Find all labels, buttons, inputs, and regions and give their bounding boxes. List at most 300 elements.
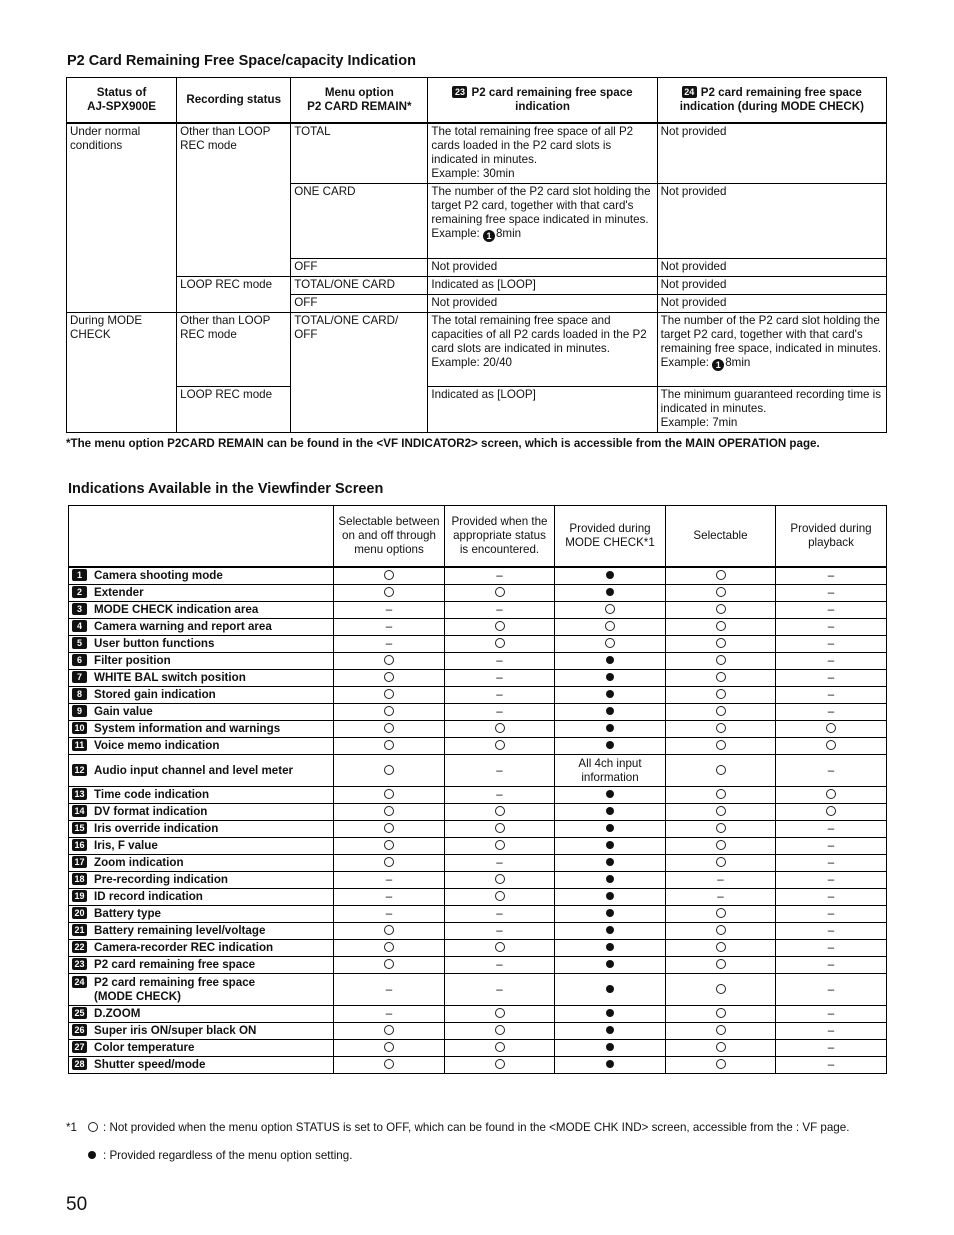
cell-provided-status (445, 1023, 555, 1040)
cell-provided-status (445, 923, 555, 940)
cell-selectable-menu (334, 567, 445, 585)
indication-name: 22 Camera-recorder REC indication (69, 940, 334, 957)
cell-provided-status (445, 787, 555, 804)
table-row (69, 906, 887, 923)
cell-selectable-menu (334, 721, 445, 738)
cell-selectable (666, 653, 776, 670)
open-circle-icon (384, 765, 394, 775)
open-circle-icon (826, 806, 836, 816)
table-row (69, 755, 887, 787)
dash-text: – (496, 982, 503, 996)
open-circle-icon (716, 942, 726, 952)
cell-provided-status (445, 602, 555, 619)
cell-provided-mode-check (555, 821, 666, 838)
cell-provided-mode-check (555, 636, 666, 653)
cell-selectable (666, 619, 776, 636)
table-row (69, 619, 887, 636)
cell-selectable-menu (334, 1040, 445, 1057)
open-circle-icon (716, 806, 726, 816)
indication-name: 20 Battery type (69, 906, 334, 923)
cell-provided-mode-check (555, 619, 666, 636)
open-circle-icon (716, 1042, 726, 1052)
cell-provided-playback (776, 974, 887, 1006)
cell-provided-status (445, 1057, 555, 1074)
item-number-badge-icon: 5 (72, 637, 87, 649)
open-circle-icon (716, 959, 726, 969)
cell-provided-playback (776, 1006, 887, 1023)
open-circle-icon (716, 723, 726, 733)
indication-name: 28 Shutter speed/mode (69, 1057, 334, 1074)
item-number-badge-icon: 4 (72, 620, 87, 632)
cell-provided-status (445, 906, 555, 923)
open-circle-icon (716, 789, 726, 799)
item-number-badge-icon: 19 (72, 890, 87, 902)
table-row (69, 872, 887, 889)
cell-provided-playback (776, 653, 887, 670)
open-circle-icon (384, 570, 394, 580)
cell-selectable-menu (334, 838, 445, 855)
table-row (69, 957, 887, 974)
dash-text: – (496, 958, 503, 971)
cell-provided-status (445, 619, 555, 636)
cell-provided-status (445, 687, 555, 704)
open-circle-icon (495, 840, 505, 850)
filled-dot-icon (606, 1060, 614, 1068)
filled-dot-icon (606, 707, 614, 715)
table-row (69, 636, 887, 653)
cell-provided-status (445, 974, 555, 1006)
indication-name: 24 P2 card remaining free space (MODE CHECK) (69, 974, 334, 1006)
indication-name: 12 Audio input channel and level meter (69, 755, 334, 787)
item-number-badge-icon: 10 (72, 722, 87, 734)
menu-total: TOTAL (291, 123, 428, 184)
cell-provided-status (445, 585, 555, 602)
dash-text: – (496, 907, 503, 920)
open-circle-icon (495, 723, 505, 733)
table-row (69, 670, 887, 687)
open-circle-icon (384, 587, 394, 597)
item-number-badge-icon: 6 (72, 654, 87, 666)
dash-text: – (827, 603, 835, 616)
item-number-badge-icon: 28 (72, 1058, 87, 1070)
ind-mode-total: The total remaining free space and capacities of all P2 cards loaded in the P2 card slots are indicated in minutes. Example: 20/40 (428, 313, 657, 387)
dash-text: – (827, 637, 835, 650)
dash-text: – (496, 763, 503, 777)
open-circle-icon (716, 1008, 726, 1018)
cell-provided-playback (776, 1040, 887, 1057)
item-number-badge-icon: 13 (72, 788, 87, 800)
cell-selectable-menu (334, 653, 445, 670)
open-circle-icon (826, 789, 836, 799)
filled-dot-icon (606, 841, 614, 849)
header-provided-status: Provided when the appropriate status is encountered. (445, 506, 555, 568)
cell-provided-playback (776, 636, 887, 653)
cell-provided-status (445, 889, 555, 906)
cell-provided-playback (776, 567, 887, 585)
table-row (69, 602, 887, 619)
cell-provided-status (445, 855, 555, 872)
dash-text: – (496, 688, 503, 701)
dash-text: – (827, 907, 835, 920)
open-circle-icon (384, 706, 394, 716)
dash-text: – (827, 941, 835, 954)
indication-name: 3 MODE CHECK indication area (69, 602, 334, 619)
filled-dot-icon (606, 1043, 614, 1051)
dash-text: – (827, 705, 835, 718)
dash-text: – (827, 763, 835, 777)
cell-provided-playback (776, 855, 887, 872)
header-provided-playback: Provided during playback (776, 506, 887, 568)
filled-dot-icon (606, 1026, 614, 1034)
cell-provided-mode-check (555, 602, 666, 619)
cell-provided-status (445, 704, 555, 721)
cell-selectable (666, 821, 776, 838)
open-circle-icon (495, 1008, 505, 1018)
cell-provided-mode-check (555, 974, 666, 1006)
footnote-2-text: : Provided regardless of the menu option setting. (103, 1149, 353, 1162)
item-number-badge-icon: 7 (72, 671, 87, 683)
open-circle-icon (495, 740, 505, 750)
indication-name: 16 Iris, F value (69, 838, 334, 855)
filled-dot-icon (606, 824, 614, 832)
cell-selectable-menu (334, 804, 445, 821)
table-row (69, 567, 887, 585)
open-circle-icon (495, 823, 505, 833)
dash-text: – (496, 705, 503, 718)
cell-selectable-menu (334, 1023, 445, 1040)
indication-name: 27 Color temperature (69, 1040, 334, 1057)
open-circle-icon (495, 587, 505, 597)
cell-selectable-menu (334, 1006, 445, 1023)
open-circle-icon (384, 655, 394, 665)
cell-selectable-menu (334, 704, 445, 721)
dash-text: – (385, 620, 393, 633)
item-number-badge-icon: 17 (72, 856, 87, 868)
slot-number-icon: 1 (712, 359, 724, 371)
indication-name: 7 WHITE BAL switch position (69, 670, 334, 687)
ind24-not-provided-4: Not provided (657, 277, 886, 295)
open-circle-icon (88, 1122, 98, 1132)
item-number-badge-icon: 24 (72, 976, 87, 988)
open-circle-icon (495, 806, 505, 816)
cell-provided-status (445, 567, 555, 585)
open-circle-icon (826, 723, 836, 733)
open-circle-icon (495, 874, 505, 884)
dash-text: – (827, 890, 835, 903)
item-number-badge-icon: 14 (72, 805, 87, 817)
cell-provided-playback (776, 821, 887, 838)
dash-text: – (827, 839, 835, 852)
cell-provided-mode-check (555, 838, 666, 855)
indication-name: 6 Filter position (69, 653, 334, 670)
open-circle-icon (495, 1042, 505, 1052)
open-circle-icon (826, 740, 836, 750)
cell-provided-status (445, 838, 555, 855)
cell-selectable-menu (334, 787, 445, 804)
open-circle-icon (384, 942, 394, 952)
indication-name: 10 System information and warnings (69, 721, 334, 738)
cell-selectable (666, 567, 776, 585)
cell-provided-playback (776, 838, 887, 855)
cell-provided-playback (776, 787, 887, 804)
table-row (69, 838, 887, 855)
viewfinder-indications-table (68, 505, 887, 1074)
cell-selectable-menu (334, 906, 445, 923)
filled-dot-icon (606, 909, 614, 917)
cell-selectable-menu (334, 636, 445, 653)
ind-off-2: Not provided (428, 295, 657, 313)
ind24-not-provided-5: Not provided (657, 295, 886, 313)
open-circle-icon (605, 638, 615, 648)
cell-provided-mode-check (555, 585, 666, 602)
cell-selectable-menu (334, 1057, 445, 1074)
cell-text: All 4ch input information (578, 756, 642, 784)
dash-text: – (385, 637, 393, 650)
dash-text: – (827, 873, 835, 886)
open-circle-icon (716, 689, 726, 699)
item-number-badge-icon: 25 (72, 1007, 87, 1019)
dash-text: – (827, 620, 835, 633)
item-number-badge-icon: 16 (72, 839, 87, 851)
indication-name: 18 Pre-recording indication (69, 872, 334, 889)
cell-provided-playback (776, 923, 887, 940)
cell-selectable (666, 1040, 776, 1057)
filled-dot-icon (606, 943, 614, 951)
dash-text: – (827, 671, 835, 684)
item-number-badge-icon: 23 (72, 958, 87, 970)
cell-selectable (666, 855, 776, 872)
indication-name: 2 Extender (69, 585, 334, 602)
dash-text: – (827, 924, 835, 937)
rec-other-1: Other than LOOP REC mode (177, 123, 291, 277)
cell-provided-mode-check (555, 670, 666, 687)
ind24-not-provided-3: Not provided (657, 259, 886, 277)
item-number-badge-icon: 27 (72, 1041, 87, 1053)
dash-text: – (827, 958, 835, 971)
open-circle-icon (716, 587, 726, 597)
dash-text: – (385, 982, 393, 996)
cell-selectable (666, 1006, 776, 1023)
cell-selectable (666, 804, 776, 821)
cell-provided-mode-check (555, 567, 666, 585)
filled-dot-icon (606, 724, 614, 732)
table-row (69, 821, 887, 838)
filled-dot-icon (606, 1009, 614, 1017)
filled-dot-icon (606, 960, 614, 968)
cell-provided-playback (776, 804, 887, 821)
cell-selectable (666, 755, 776, 787)
cell-provided-playback (776, 940, 887, 957)
open-circle-icon (495, 638, 505, 648)
dash-text: – (717, 873, 724, 886)
dash-text: – (496, 603, 503, 616)
filled-dot-icon (606, 807, 614, 815)
cell-provided-playback (776, 738, 887, 755)
cell-provided-mode-check (555, 940, 666, 957)
cell-selectable (666, 670, 776, 687)
slot-number-icon: 1 (483, 230, 495, 242)
dash-text: – (496, 569, 503, 582)
open-circle-icon (384, 959, 394, 969)
item-number-badge-icon: 15 (72, 822, 87, 834)
open-circle-icon (716, 740, 726, 750)
open-circle-icon (605, 621, 615, 631)
indication-name: 11 Voice memo indication (69, 738, 334, 755)
cell-selectable-menu (334, 872, 445, 889)
cell-provided-status (445, 670, 555, 687)
dash-text: – (385, 890, 393, 903)
open-circle-icon (384, 1059, 394, 1069)
table-row (69, 704, 887, 721)
cell-selectable (666, 974, 776, 1006)
ind24-mode-other: The number of the P2 card slot holding the target P2 card, together with that card's remaining free space, indicated in minutes. Example: 1 8min (657, 313, 886, 387)
cell-provided-status (445, 1006, 555, 1023)
cell-provided-mode-check (555, 653, 666, 670)
cell-provided-mode-check (555, 855, 666, 872)
cell-provided-playback (776, 602, 887, 619)
item-number-badge-icon: 21 (72, 924, 87, 936)
cell-provided-mode-check (555, 957, 666, 974)
indication-name: 23 P2 card remaining free space (69, 957, 334, 974)
cell-selectable-menu (334, 974, 445, 1006)
indication-name: 13 Time code indication (69, 787, 334, 804)
cell-selectable (666, 872, 776, 889)
filled-dot-icon (606, 588, 614, 596)
cell-selectable-menu (334, 602, 445, 619)
item-number-badge-icon: 22 (72, 941, 87, 953)
filled-dot-icon (606, 741, 614, 749)
ind-loop-1: Indicated as [LOOP] (428, 277, 657, 295)
cell-selectable-menu (334, 755, 445, 787)
cell-selectable (666, 940, 776, 957)
ind-total: The total remaining free space of all P2 cards loaded in the P2 card slots is indicated in minutes. Example: 30min (428, 123, 657, 184)
item-number-badge-icon: 9 (72, 705, 87, 717)
filled-dot-icon (606, 656, 614, 664)
cell-provided-status (445, 653, 555, 670)
cell-provided-status (445, 755, 555, 787)
indication-name: 14 DV format indication (69, 804, 334, 821)
footnote-1-label: *1 (66, 1121, 77, 1134)
item-number-badge-icon: 2 (72, 586, 87, 598)
indication-name: 17 Zoom indication (69, 855, 334, 872)
header-status: Status of AJ-SPX900E (67, 78, 177, 124)
indication-name: 4 Camera warning and report area (69, 619, 334, 636)
cell-provided-playback (776, 1023, 887, 1040)
item-number-badge-icon: 26 (72, 1024, 87, 1036)
open-circle-icon (495, 621, 505, 631)
dash-text: – (827, 654, 835, 667)
indication-name: 15 Iris override indication (69, 821, 334, 838)
ind-loop-2: Indicated as [LOOP] (428, 387, 657, 433)
dash-text: – (827, 856, 835, 869)
dash-text: – (827, 822, 835, 835)
cell-provided-mode-check (555, 923, 666, 940)
cell-selectable-menu (334, 957, 445, 974)
menu-total-one-off: TOTAL/ONE CARD/ OFF (291, 313, 428, 433)
indication-name: 5 User button functions (69, 636, 334, 653)
open-circle-icon (384, 857, 394, 867)
dash-text: – (827, 569, 835, 582)
cell-provided-status (445, 721, 555, 738)
cell-provided-playback (776, 704, 887, 721)
open-circle-icon (716, 570, 726, 580)
table-row (69, 585, 887, 602)
menu-off-2: OFF (291, 295, 428, 313)
dash-text: – (827, 1058, 835, 1071)
cell-provided-mode-check (555, 787, 666, 804)
open-circle-icon (384, 723, 394, 733)
cell-provided-mode-check (555, 738, 666, 755)
cell-selectable-menu (334, 923, 445, 940)
open-circle-icon (716, 638, 726, 648)
cell-selectable-menu (334, 855, 445, 872)
dash-text: – (827, 1041, 835, 1054)
table-row (69, 940, 887, 957)
dash-text: – (496, 788, 503, 801)
filled-dot-icon (606, 790, 614, 798)
cell-provided-status (445, 804, 555, 821)
table-row (69, 974, 887, 1006)
cell-provided-playback (776, 906, 887, 923)
rec-other-2: Other than LOOP REC mode (177, 313, 291, 387)
indication-name: 26 Super iris ON/super black ON (69, 1023, 334, 1040)
open-circle-icon (716, 655, 726, 665)
indication-name: 21 Battery remaining level/voltage (69, 923, 334, 940)
filled-dot-icon (606, 673, 614, 681)
cell-provided-playback (776, 1057, 887, 1074)
table-row (69, 721, 887, 738)
cell-provided-mode-check (555, 1023, 666, 1040)
table-row (69, 804, 887, 821)
open-circle-icon (384, 740, 394, 750)
open-circle-icon (384, 1025, 394, 1035)
open-circle-icon (384, 823, 394, 833)
cell-provided-status (445, 636, 555, 653)
dash-text: – (827, 982, 835, 996)
item-number-badge-icon: 1 (72, 569, 87, 581)
status-normal: Under normal conditions (67, 123, 177, 313)
cell-provided-mode-check (555, 1006, 666, 1023)
item-number-badge-icon: 8 (72, 688, 87, 700)
cell-provided-mode-check (555, 872, 666, 889)
indication-name: 8 Stored gain indication (69, 687, 334, 704)
cell-selectable (666, 1057, 776, 1074)
cell-selectable (666, 704, 776, 721)
cell-selectable (666, 889, 776, 906)
page-number: 50 (66, 1194, 88, 1215)
header-selectable-menu: Selectable between on and off through menu options (334, 506, 445, 568)
open-circle-icon (716, 908, 726, 918)
open-circle-icon (384, 789, 394, 799)
menu-total-one-card: TOTAL/ONE CARD (291, 277, 428, 295)
cell-selectable (666, 838, 776, 855)
cell-selectable (666, 585, 776, 602)
cell-selectable (666, 602, 776, 619)
table-row (69, 787, 887, 804)
open-circle-icon (384, 1042, 394, 1052)
ind24-mode-loop: The minimum guaranteed recording time is indicated in minutes. Example: 7min (657, 387, 886, 433)
cell-selectable (666, 923, 776, 940)
status-mode-check: During MODE CHECK (67, 313, 177, 433)
filled-dot-icon (606, 571, 614, 579)
dash-text: – (496, 924, 503, 937)
item-number-badge-icon: 20 (72, 907, 87, 919)
footnote-1-text: : Not provided when the menu option STATUS is set to OFF, which can be found in the <MODE CHK IND> screen, accessible from the : VF page. (103, 1121, 850, 1134)
open-circle-icon (716, 925, 726, 935)
open-circle-icon (495, 891, 505, 901)
table-row (69, 738, 887, 755)
cell-provided-mode-check (555, 1057, 666, 1074)
